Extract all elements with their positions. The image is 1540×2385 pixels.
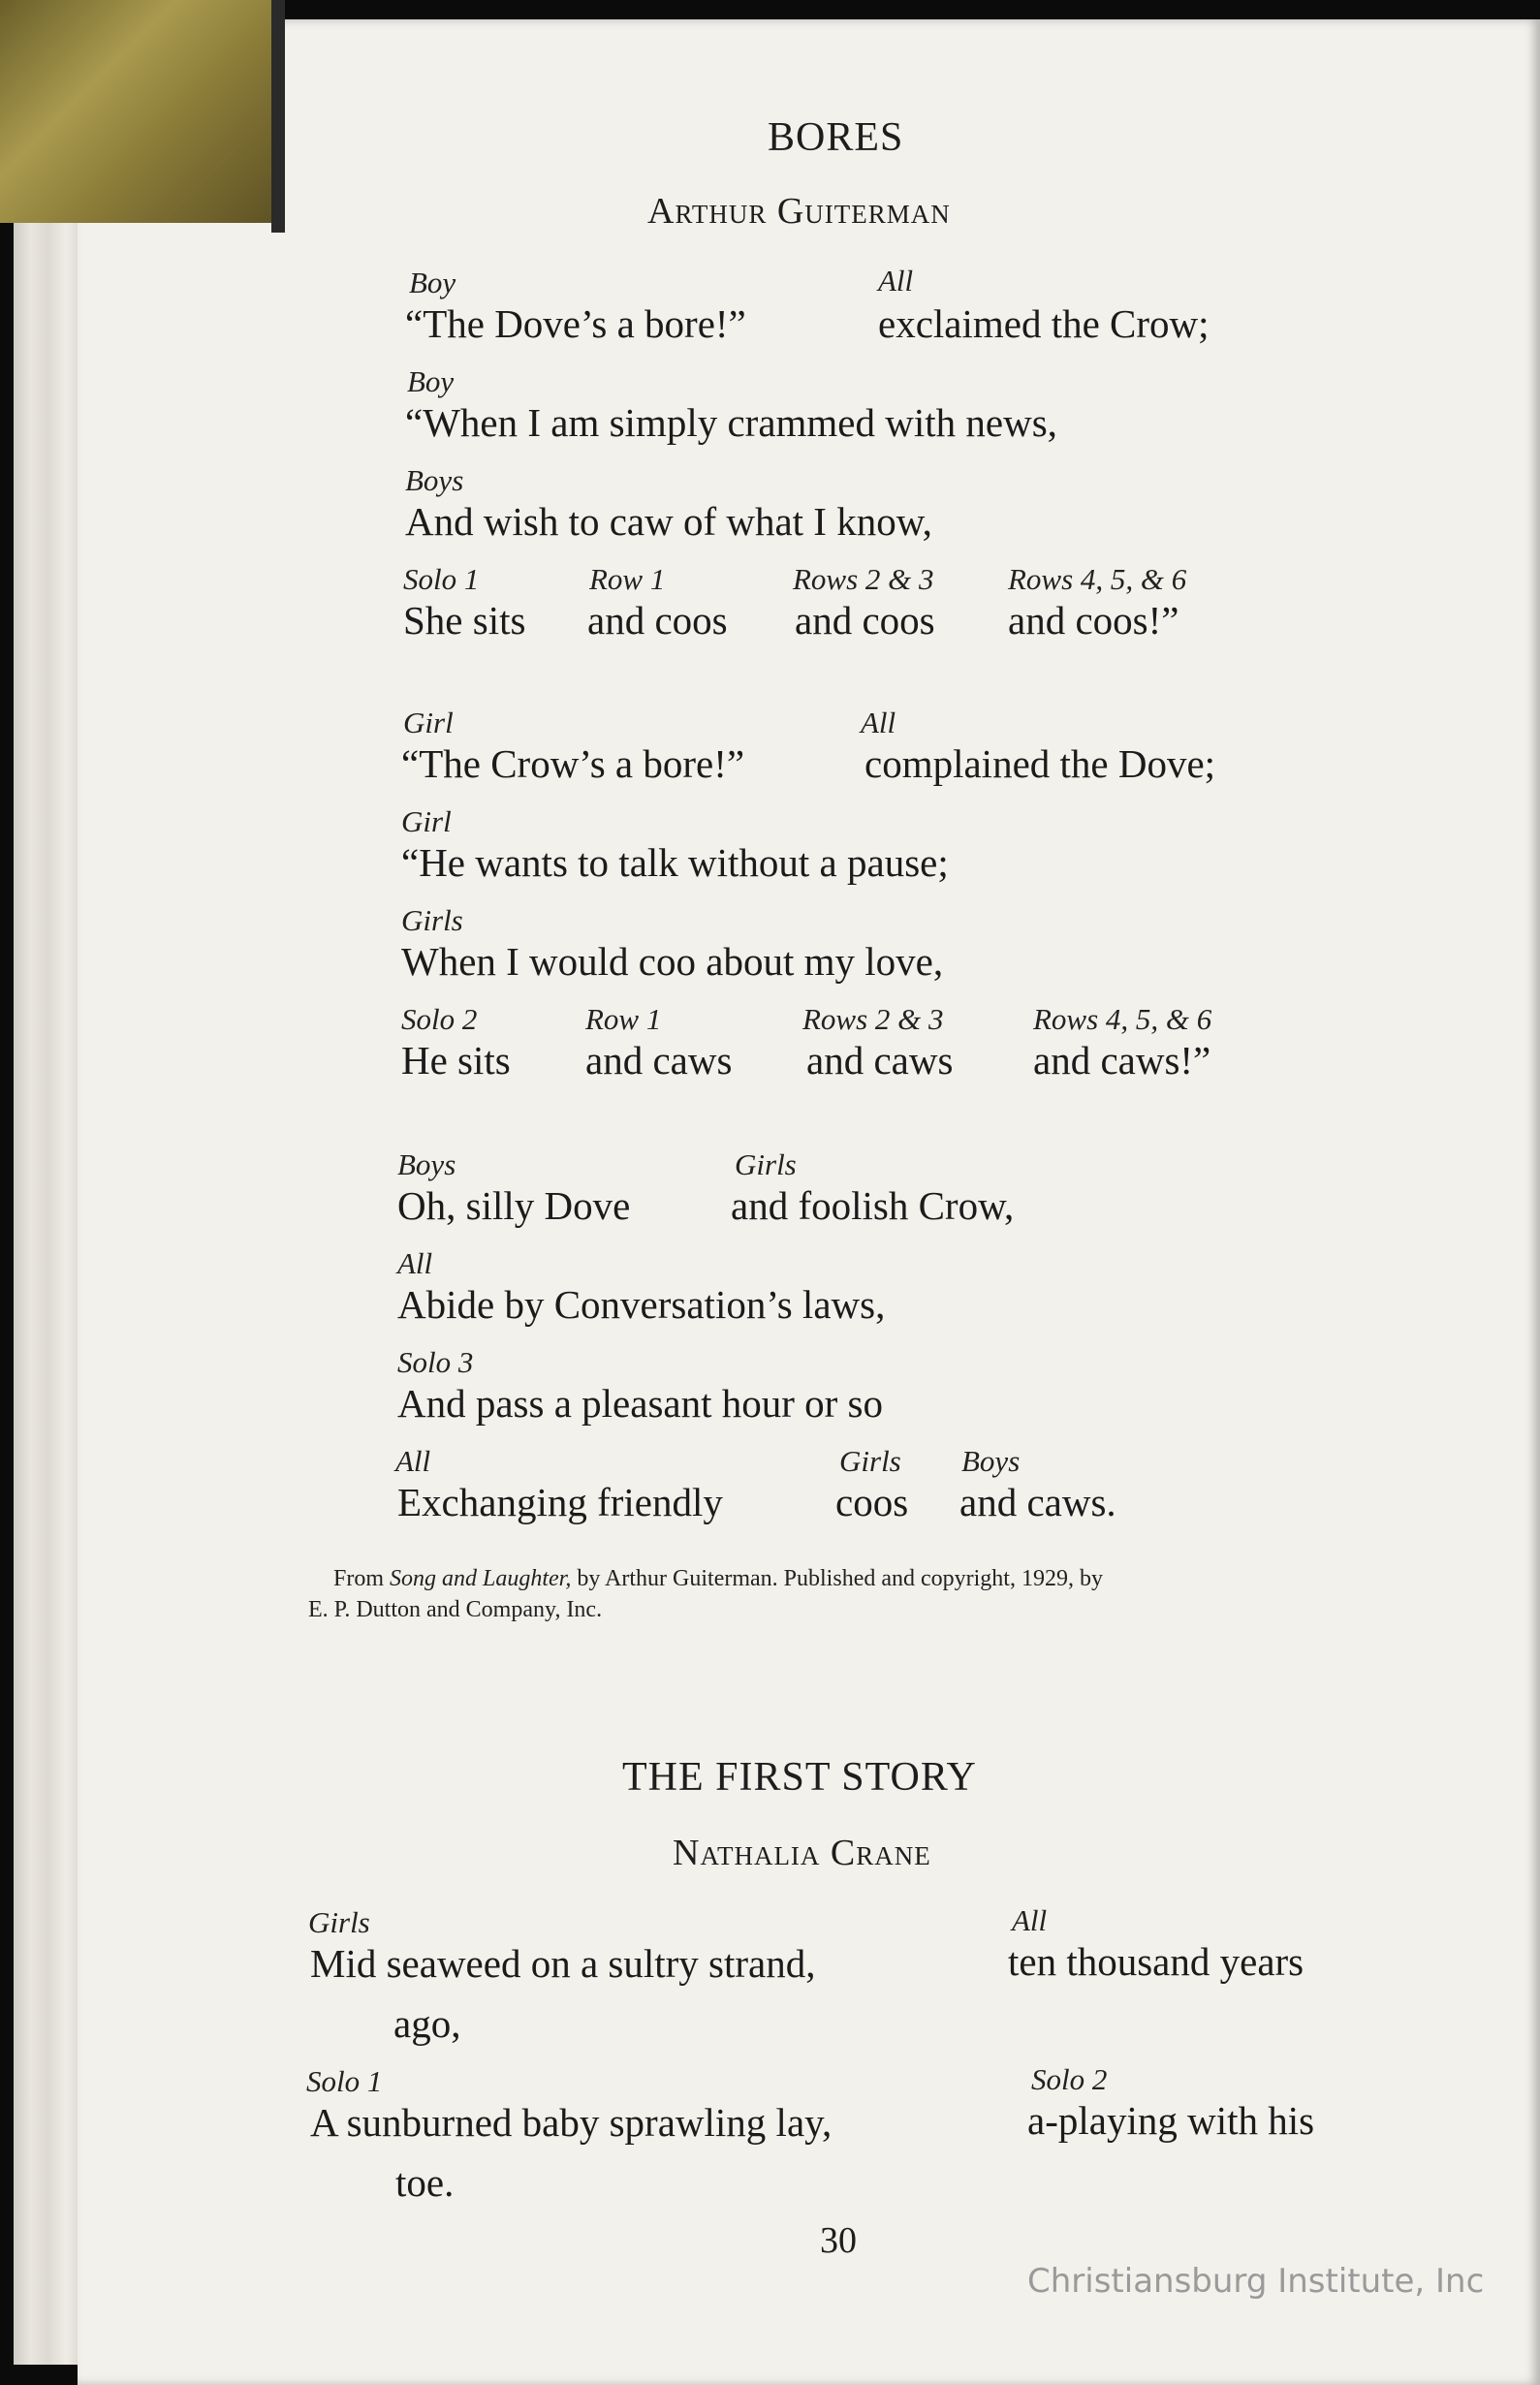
speaker-cue: All [397,1246,433,1280]
speaker-cue: All [395,1444,431,1478]
brass-tab [0,0,281,223]
poem-line: A sunburned baby sprawling lay, [310,2100,833,2145]
poem-line: “He wants to talk without a pause; [401,840,949,885]
poem-line: “The Dove’s a bore!” [405,301,746,346]
speaker-cue: Girls [401,903,463,937]
poem-line: and foolish Crow, [731,1183,1015,1228]
speaker-cue: Row 1 [589,562,666,596]
speaker-cue: All [861,706,896,739]
tab-shadow [271,0,285,233]
poem-line: Exchanging friendly [397,1480,723,1524]
poem-line: Abide by Conversation’s laws, [397,1282,886,1327]
poem-title: BORES [768,115,904,160]
credit-line [333,1566,1103,1592]
poem-line: complained the Dove; [864,741,1216,786]
poem-line: and coos [587,598,728,643]
poem-line: “When I am simply crammed with news, [405,400,1057,445]
poem-line: and coos!” [1008,598,1179,643]
poem-author: Arthur Guiterman [647,191,951,232]
poem-line: and caws [806,1038,954,1083]
speaker-cue: Solo 3 [397,1345,474,1379]
credit-book-title: Song and Laughter, [390,1566,572,1591]
poem-line-continuation: toe. [395,2160,455,2205]
poem-line: When I would coo about my love, [401,939,944,984]
speaker-cue: Girl [401,804,452,838]
poem-line: coos [835,1480,909,1524]
speaker-cue: Girls [839,1444,901,1478]
speaker-cue: All [1012,1903,1048,1937]
speaker-cue: Rows 4, 5, & 6 [1033,1002,1212,1036]
poem-title: THE FIRST STORY [622,1755,977,1800]
speaker-cue: Boy [409,266,456,299]
poem-line: Oh, silly Dove [397,1183,631,1228]
poem-line: “The Crow’s a bore!” [401,741,745,786]
speaker-cue: Rows 2 & 3 [793,562,934,596]
poem-line: She sits [403,598,526,643]
speaker-cue: Rows 4, 5, & 6 [1008,562,1187,596]
poem-line: and coos [795,598,935,643]
poem-line: And pass a pleasant hour or so [397,1381,884,1426]
speaker-cue: Boys [397,1147,456,1181]
speaker-cue: Row 1 [585,1002,662,1036]
poem-line: and caws [585,1038,733,1083]
speaker-cue: Solo 1 [306,2064,383,2098]
credit-line-2: E. P. Dutton and Company, Inc. [308,1597,603,1622]
poem-line: And wish to caw of what I know, [405,499,932,544]
poem-line: exclaimed the Crow; [878,301,1210,346]
credit-post: by Arthur Guiterman. Published and copyright, 1929, by [571,1566,1103,1591]
credit-pre: From [333,1566,391,1591]
poem-line: a-playing with his [1027,2098,1315,2143]
speaker-cue: Boys [405,463,464,497]
poem-line: He sits [401,1038,511,1083]
speaker-cue: Solo 2 [401,1002,478,1036]
poem-author: Nathalia Crane [673,1833,931,1873]
speaker-cue: Girl [403,706,454,739]
speaker-cue: Girls [735,1147,797,1181]
speaker-cue: Solo 1 [403,562,480,596]
speaker-cue: Solo 2 [1031,2062,1108,2096]
poem-line-continuation: ago, [393,2001,461,2046]
page-number: 30 [820,2220,857,2261]
poem-line: Mid seaweed on a sultry strand, [310,1941,816,1986]
speaker-cue: Girls [308,1905,370,1939]
watermark-text: Christiansburg Institute, Inc [1027,2262,1485,2301]
speaker-cue: Boys [961,1444,1021,1478]
speaker-cue: All [878,264,914,298]
poem-line: and caws. [959,1480,1116,1524]
speaker-cue: Boy [407,364,455,398]
poem-line: ten thousand years [1008,1939,1304,1984]
speaker-cue: Rows 2 & 3 [802,1002,944,1036]
poem-line: and caws!” [1033,1038,1211,1083]
